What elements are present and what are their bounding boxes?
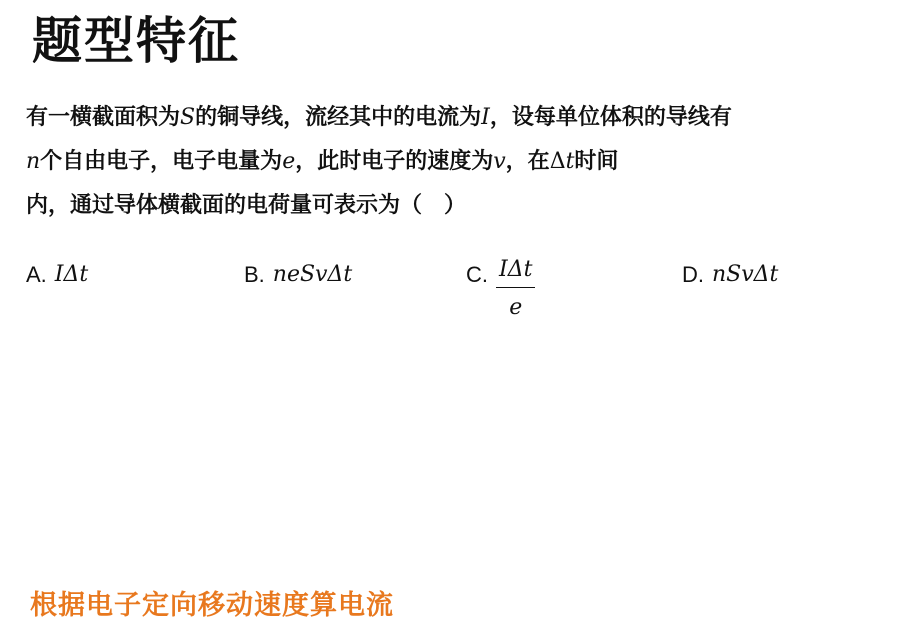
question-line-1 bbox=[26, 96, 901, 140]
math-symbol-delta: Δ bbox=[549, 149, 566, 174]
option-expression: neSvΔt bbox=[272, 262, 353, 287]
math-symbol-t: t bbox=[565, 149, 575, 174]
math-symbol-v: v bbox=[493, 149, 506, 174]
fraction-denominator: e bbox=[509, 295, 523, 320]
option-letter: A. bbox=[26, 262, 47, 287]
hint-text: 根据电子定向移动速度算电流 bbox=[30, 590, 394, 621]
math-symbol-e: e bbox=[282, 149, 296, 174]
question-text-segment: 个自由电子，电子电量为 bbox=[40, 149, 283, 174]
option-letter: D. bbox=[682, 262, 704, 287]
question-text bbox=[26, 96, 901, 228]
question-text-segment: 时间 bbox=[574, 149, 619, 174]
math-symbol-S: S bbox=[180, 105, 196, 130]
question-line-2 bbox=[26, 140, 901, 184]
page-title: 题型特征 bbox=[32, 12, 240, 70]
question-text-segment: 的铜导线，流经其中的电流为 bbox=[195, 105, 482, 130]
question-line-3 bbox=[26, 184, 901, 228]
option-letter: B. bbox=[244, 262, 265, 287]
question-text-segment: 内，通过导体横截面的电荷量可表示为（ ） bbox=[26, 193, 467, 218]
math-symbol-n: n bbox=[26, 149, 41, 174]
question-text-segment: ，此时电子的速度为 bbox=[295, 149, 494, 174]
option-b[interactable] bbox=[244, 255, 352, 295]
option-c[interactable] bbox=[466, 255, 535, 322]
option-expression: IΔt bbox=[54, 262, 89, 287]
question-text-segment: ，在 bbox=[505, 149, 550, 174]
option-expression: nSvΔt bbox=[712, 262, 779, 287]
option-d[interactable] bbox=[682, 255, 778, 295]
math-symbol-delta-t bbox=[550, 149, 575, 174]
question-text-segment: ，设每单位体积的导线有 bbox=[489, 105, 732, 130]
question-text-segment: 有一横截面积为 bbox=[26, 105, 181, 130]
answer-options bbox=[26, 255, 886, 325]
math-symbol-I: I bbox=[481, 105, 490, 130]
option-a[interactable] bbox=[26, 255, 88, 295]
fraction-numerator: IΔt bbox=[499, 257, 533, 282]
option-letter: C. bbox=[466, 262, 488, 287]
option-fraction bbox=[496, 257, 535, 322]
